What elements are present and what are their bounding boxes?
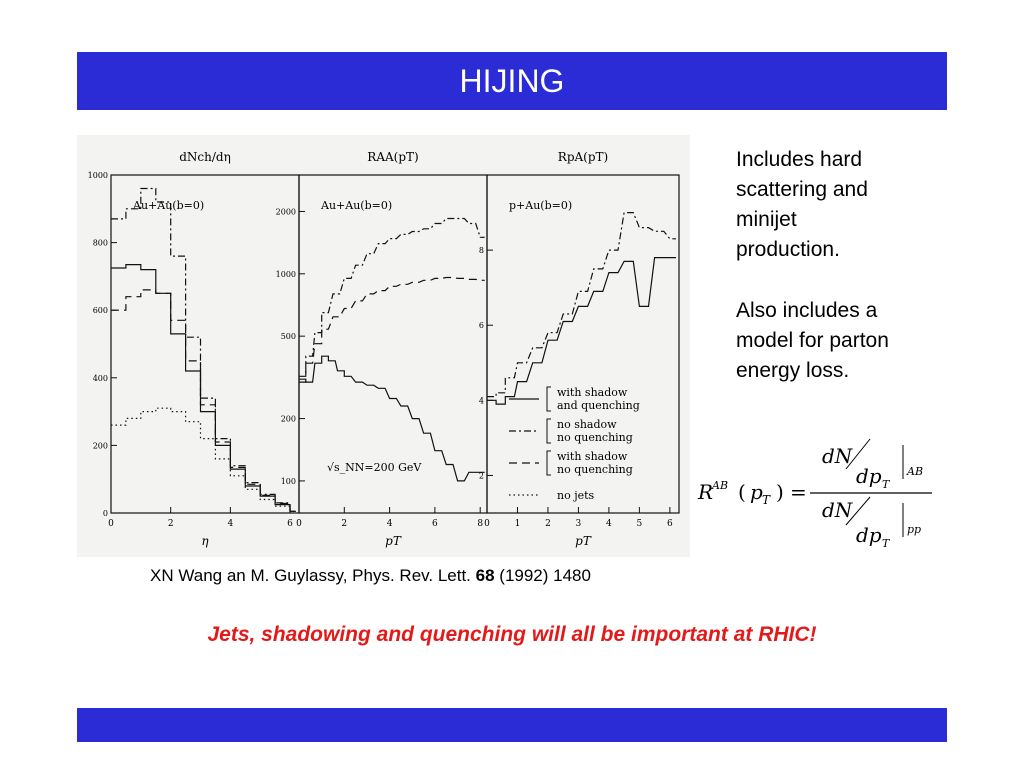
y-tick-label: 800 xyxy=(92,238,108,248)
panel-annotation: Au+Au(b=0) xyxy=(133,199,205,212)
formula-R: R xyxy=(698,480,714,504)
footer-bar xyxy=(77,708,947,742)
panel-1 xyxy=(88,150,299,548)
y-tick-label: 2 xyxy=(478,471,484,481)
den-dp: dp xyxy=(856,523,882,547)
den-pp-sub: pp xyxy=(907,523,922,536)
legend-label: and quenching xyxy=(557,399,640,412)
rab-formula xyxy=(694,435,944,555)
formula-eq: = xyxy=(790,480,807,504)
slide-title: HIJING xyxy=(459,63,565,99)
y-tick-label: 2000 xyxy=(275,207,296,217)
formula-t-sub: T xyxy=(762,493,771,507)
x-tick-label: 6 xyxy=(666,519,673,529)
num-ab-sub: AB xyxy=(907,465,924,478)
side-text-hard-scattering: Includes hard scattering and minijet production. xyxy=(736,148,868,261)
x-tick-label: 4 xyxy=(606,519,612,529)
legend-label: no quenching xyxy=(557,463,633,476)
x-tick-label: 2 xyxy=(167,519,174,529)
series-line xyxy=(487,213,676,397)
figure-svg xyxy=(77,135,690,557)
energy-annotation: √s_NN=200 GeV xyxy=(327,461,422,474)
legend-bracket xyxy=(547,387,551,411)
series-line xyxy=(111,189,296,512)
y-tick-label: 0 xyxy=(102,509,108,518)
y-tick-label: 100 xyxy=(280,476,296,486)
legend-label: no quenching xyxy=(557,431,633,444)
x-tick-label: 4 xyxy=(386,519,393,529)
x-tick-label: 2 xyxy=(341,519,348,529)
panel-annotation: p+Au(b=0) xyxy=(509,199,573,212)
panel-title: RAA(pT) xyxy=(367,150,419,164)
y-tick-label: 200 xyxy=(280,414,296,424)
den-t-sub: T xyxy=(882,537,890,550)
panel-title: RpA(pT) xyxy=(557,150,609,164)
x-axis-label: η xyxy=(201,534,209,548)
tagline: Jets, shadowing and quenching will all be important at RHIC! xyxy=(207,623,817,646)
panel-2 xyxy=(276,150,487,548)
den-dN: dN xyxy=(822,498,853,522)
x-tick-label: 6 xyxy=(287,519,293,529)
y-tick-label: 1000 xyxy=(275,269,296,279)
x-tick-label: 2 xyxy=(545,519,551,529)
y-tick-label: 6 xyxy=(478,321,484,331)
title-bar xyxy=(77,52,947,110)
formula-lparen: ( xyxy=(738,480,746,504)
series-line xyxy=(299,278,485,383)
formula-rparen: ) xyxy=(776,480,784,504)
x-tick-label: 3 xyxy=(575,519,582,529)
legend-label: with shadow xyxy=(557,450,628,463)
formula-ab-sup: AB xyxy=(712,479,729,492)
caption-volume: 68 xyxy=(475,566,495,585)
x-tick-label: 6 xyxy=(432,519,438,529)
y-tick-label: 200 xyxy=(92,441,108,451)
x-tick-label: 8 xyxy=(477,519,484,529)
legend-label: no jets xyxy=(557,489,595,502)
num-dN: dN xyxy=(822,444,853,468)
series-line xyxy=(487,258,676,405)
x-tick-label: 0 xyxy=(108,519,114,529)
panel-annotation: Au+Au(b=0) xyxy=(321,199,393,212)
legend-bracket xyxy=(547,419,551,443)
x-tick-label: 4 xyxy=(227,519,234,529)
x-axis-label: pT xyxy=(575,534,591,548)
x-axis-label: pT xyxy=(385,534,401,548)
series-line xyxy=(111,265,296,512)
legend-label: no shadow xyxy=(557,418,617,431)
y-tick-label: 4 xyxy=(478,396,484,406)
formula-p: p xyxy=(750,480,763,504)
x-tick-label: 0 xyxy=(484,519,490,529)
panel-title: dNch/dη xyxy=(179,150,231,164)
side-text-energy-loss: Also includes a model for parton energy loss. xyxy=(736,299,889,382)
y-tick-label: 600 xyxy=(92,306,108,316)
num-t-sub: T xyxy=(882,478,890,491)
legend xyxy=(509,386,640,502)
x-tick-label: 1 xyxy=(514,519,521,529)
caption-text: XN Wang an M. Guylassy, Phys. Rev. Lett. xyxy=(150,566,476,585)
y-tick-label: 1000 xyxy=(87,171,108,180)
panel-frame xyxy=(111,175,299,513)
x-tick-label: 5 xyxy=(636,519,643,529)
series-line xyxy=(299,219,485,377)
series-line xyxy=(111,290,296,511)
y-tick-label: 400 xyxy=(92,373,108,383)
y-tick-label: 8 xyxy=(478,246,484,256)
legend-label: with shadow xyxy=(557,386,628,399)
num-dp: dp xyxy=(856,464,882,488)
legend-bracket xyxy=(547,451,551,475)
hijing-figure xyxy=(77,135,690,557)
caption-year-page: (1992) 1480 xyxy=(494,566,591,585)
x-tick-label: 0 xyxy=(296,519,302,529)
citation-caption xyxy=(150,566,591,586)
y-tick-label: 500 xyxy=(280,332,296,342)
